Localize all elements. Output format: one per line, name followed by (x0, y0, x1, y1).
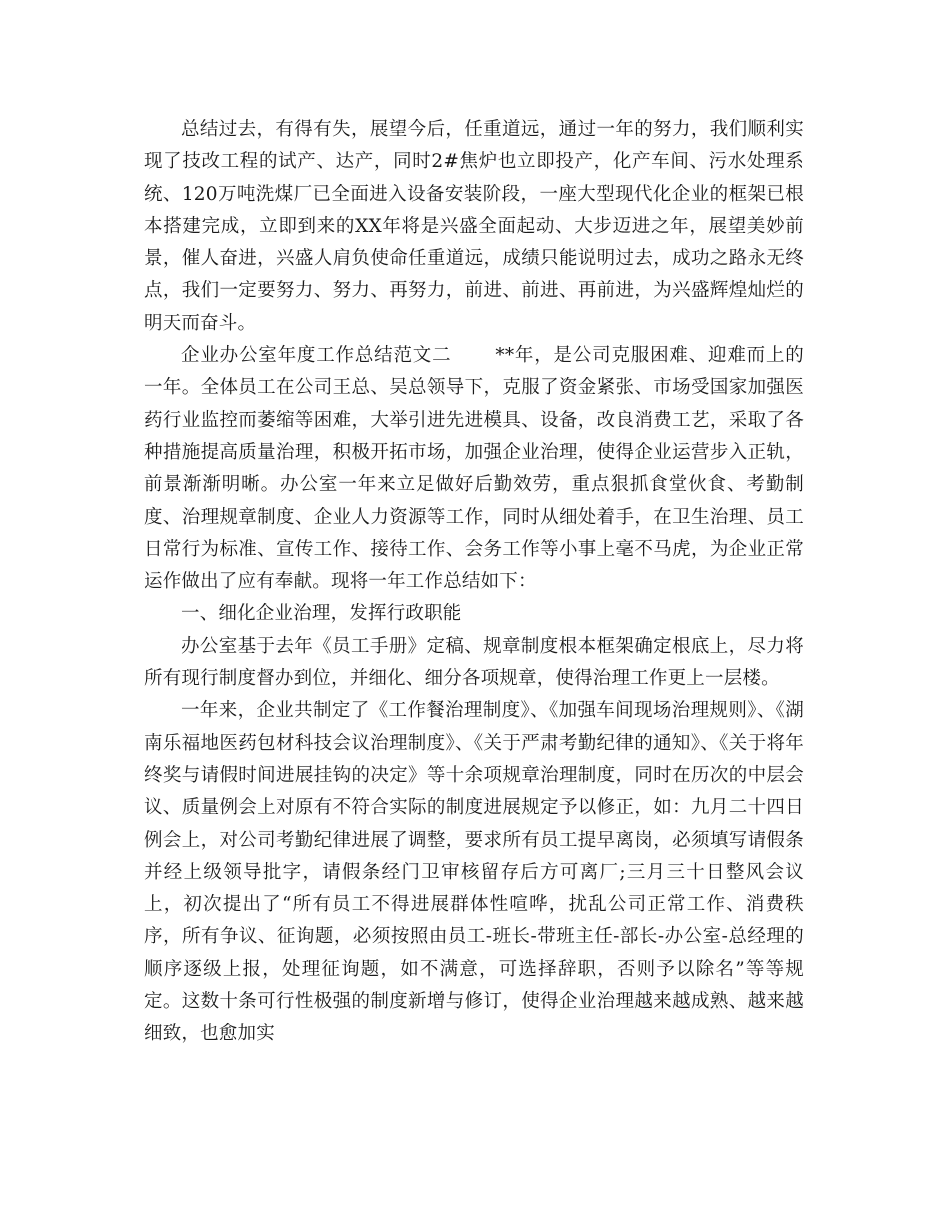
paragraph-summary: 总结过去，有得有失，展望今后，任重道远，通过一年的努力，我们顺利实现了技改工程的试产、达产，同时2#焦炉也立即投产，化产车间、污水处理系统、120万吨洗煤厂已全面进入设备安装阶段，一座大型现代化企业的框架已根本搭建完成，立即到来的XX年将是兴盛全面起动、大步迈进之年，展望美妙前景，催人奋进，兴盛人肩负使命任重道远，成绩只能说明过去，成功之路永无终点，我们一定要努力、努力、再努力，前进、前进、再前进，为兴盛辉煌灿烂的明天而奋斗。 (144, 119, 804, 334)
section-title: 企业办公室年度工作总结范文二 (181, 345, 452, 367)
section-intro-text: **年，是公司克服困难、迎难而上的一年。全体员工在公司王总、吴总领导下，克服了资金紧张、市场受国家加强医药行业监控而萎缩等困难，大举引进先进模具、设备，改良消费工艺，采取了各种措施提高质量治理，积极开拓市场，加强企业治理，使得企业运营步入正轨，前景渐渐明晰。 (144, 345, 804, 496)
heading-refine-management: 一、细化企业治理，发挥行政职能 (181, 603, 462, 625)
paragraph-section-intro (144, 340, 804, 598)
document-body (144, 114, 804, 1051)
section-intro-continued: 办公室一年来立足做好后勤效劳，重点狠抓食堂伙食、考勤制度、治理规章制度、企业人力资源等工作，同时从细处着手，在卫生治理、员工日常行为标准、宣传工作、接待工作、会务工作等小事上毫不马虎，为企业正常运作做出了应有奉献。现将一年工作总结如下： (144, 474, 804, 593)
paragraph-basis: 办公室基于去年《员工手册》定稿、规章制度根本框架确定根底上，尽力将所有现行制度督办到位，并细化、细分各项规章，使得治理工作更上一层楼。 (144, 635, 804, 690)
paragraph-rules: 一年来，企业共制定了《工作餐治理制度》、《加强车间现场治理规则》、《湖南乐福地医药包材科技会议治理制度》、《关于严肃考勤纪律的通知》、《关于将年终奖与请假时间进展挂钩的决定》等十余项规章治理制度，同时在历次的中层会议、质量例会上对原有不符合实际的制度进展规定予以修正，如：九月二十四日例会上，对公司考勤纪律进展了调整，要求所有员工提早离岗，必须填写请假条并经上级领导批字，请假条经门卫审核留存后方可离厂;三月三十日整风会议上，初次提出了“所有员工不得进展群体性喧哗，扰乱公司正常工作、消费秩序，所有争议、征询题，必须按照由员工-班长-带班主任-部长-办公室-总经理的顺序逐级上报，处理征询题，如不满意，可选择辞职，否则予以除名”等等规定。这数十条可行性极强的制度新增与修订，使得企业治理越来越成熟、越来越细致，也愈加实 (144, 700, 804, 1045)
